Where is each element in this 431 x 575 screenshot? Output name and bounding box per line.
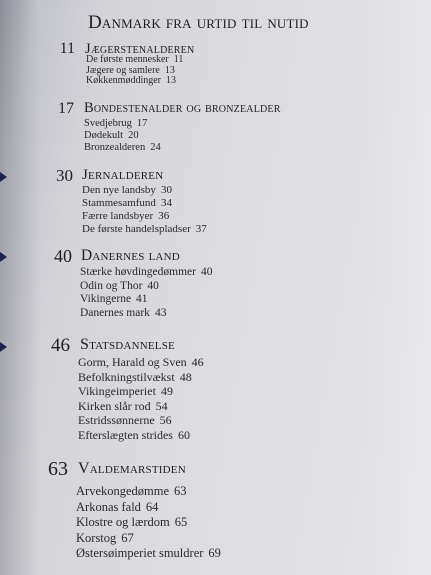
page-edge-highlight xyxy=(361,0,431,575)
page-gutter-shadow xyxy=(0,0,40,575)
chapter-title: Valdemarstiden xyxy=(78,460,186,477)
toc-entry xyxy=(78,370,204,385)
entry-page-number: 65 xyxy=(174,515,188,529)
toc-entry xyxy=(84,142,161,154)
toc-entry xyxy=(80,293,212,307)
chapter-page-number: 30 xyxy=(56,166,73,185)
entry-label: Stammesamfund xyxy=(82,197,156,209)
entry-page-number: 17 xyxy=(136,118,148,129)
entry-label: Svedjebrug xyxy=(84,118,132,129)
toc-entry xyxy=(80,280,212,294)
toc-entry xyxy=(84,130,161,142)
entry-page-number: 63 xyxy=(174,484,187,498)
entry-label: Vikingeimperiet xyxy=(78,384,156,398)
section-marker-icon xyxy=(0,342,7,352)
entry-page-number: 64 xyxy=(145,499,159,514)
entry-label: Danernes mark xyxy=(80,306,150,319)
entry-page-number: 49 xyxy=(160,384,173,398)
chapter-subsections xyxy=(76,484,221,562)
entry-page-number: 54 xyxy=(155,398,168,413)
toc-entry xyxy=(78,355,204,370)
entry-page-number: 41 xyxy=(136,293,148,305)
entry-label: Efterslægten strides xyxy=(78,427,173,442)
entry-page-number: 13 xyxy=(164,64,175,76)
entry-page-number: 24 xyxy=(150,142,161,153)
chapter-page-number: 40 xyxy=(54,246,72,266)
entry-page-number: 69 xyxy=(208,546,221,560)
entry-label: Den nye landsby xyxy=(82,184,156,196)
toc-entry xyxy=(78,399,204,414)
entry-label: De første mennesker xyxy=(86,54,169,65)
toc-entry xyxy=(80,307,212,321)
chapter-page-number: 11 xyxy=(59,40,75,57)
entry-label: Jægere og samlere xyxy=(86,64,160,76)
entry-label: Køkkenmøddinger xyxy=(86,75,161,86)
toc-entry xyxy=(82,223,207,236)
entry-label: Arkonas fald xyxy=(76,499,141,514)
chapter-page-number: 17 xyxy=(58,100,74,117)
entry-page-number: 60 xyxy=(177,427,190,442)
chapter-subsections xyxy=(82,184,207,236)
entry-page-number: 46 xyxy=(191,355,204,369)
section-marker-icon xyxy=(0,252,7,262)
toc-entry xyxy=(78,413,204,428)
entry-page-number: 13 xyxy=(166,75,176,86)
entry-label: Bronzealderen xyxy=(84,142,146,153)
toc-entry xyxy=(78,428,204,443)
chapter-subsections xyxy=(86,55,183,87)
entry-label: Gorm, Harald og Sven xyxy=(78,355,187,369)
toc-entry xyxy=(78,384,204,399)
entry-page-number: 36 xyxy=(158,210,170,222)
entry-label: Dødekult xyxy=(84,130,124,141)
chapter-title: Jægerstenalderen xyxy=(85,41,195,57)
toc-entry xyxy=(76,500,221,516)
entry-label: Stærke høvdingedømmer xyxy=(80,266,196,278)
toc-entry xyxy=(76,546,221,562)
entry-page-number: 48 xyxy=(179,369,192,384)
chapter-title: Jernalderen xyxy=(82,167,164,183)
entry-label: Arvekongedømme xyxy=(76,484,170,498)
entry-label: Klostre og lærdom xyxy=(76,515,170,529)
chapter-page-number: 46 xyxy=(51,335,70,356)
entry-page-number: 20 xyxy=(128,130,139,141)
entry-label: Befolkningstilvækst xyxy=(78,369,175,384)
chapter-subsections xyxy=(78,355,204,442)
entry-page-number: 56 xyxy=(159,413,172,427)
page-title xyxy=(88,12,309,34)
chapter-title: Bondestenalder og bronzealder xyxy=(84,100,281,116)
entry-page-number: 34 xyxy=(160,197,172,209)
chapter-title: Statsdannelse xyxy=(80,336,175,353)
entry-page-number: 43 xyxy=(154,306,167,319)
entry-label: Færre landsbyer xyxy=(82,210,154,222)
entry-page-number: 30 xyxy=(160,184,172,196)
entry-page-number: 37 xyxy=(195,223,207,235)
page-title-text: Danmark fra urtid til nutid xyxy=(88,12,309,33)
toc-entry xyxy=(82,197,207,210)
entry-label: Estridssønnerne xyxy=(78,413,155,427)
toc-entry xyxy=(84,118,161,130)
entry-label: Østersøimperiet smuldrer xyxy=(76,546,204,560)
entry-label: Vikingerne xyxy=(80,293,132,305)
entry-page-number: 11 xyxy=(173,54,184,65)
toc-entry xyxy=(82,184,207,197)
chapter-title: Danernes land xyxy=(81,247,180,264)
section-marker-icon xyxy=(0,172,7,182)
entry-label: De første handelspladser xyxy=(82,223,191,235)
chapter-subsections xyxy=(80,266,212,320)
entry-page-number: 40 xyxy=(200,266,213,278)
toc-entry xyxy=(76,531,221,547)
toc-entry xyxy=(82,210,207,223)
entry-page-number: 67 xyxy=(121,530,134,545)
chapter-page-number: 63 xyxy=(48,458,68,480)
toc-entry xyxy=(76,484,221,500)
toc-entry xyxy=(80,266,212,280)
chapter-subsections xyxy=(84,118,161,154)
entry-label: Korstog xyxy=(76,530,117,545)
entry-label: Odin og Thor xyxy=(80,279,143,292)
toc-entry xyxy=(86,76,183,87)
toc-entry xyxy=(76,515,221,531)
entry-page-number: 40 xyxy=(147,279,159,292)
entry-label: Kirken slår rod xyxy=(78,398,151,413)
